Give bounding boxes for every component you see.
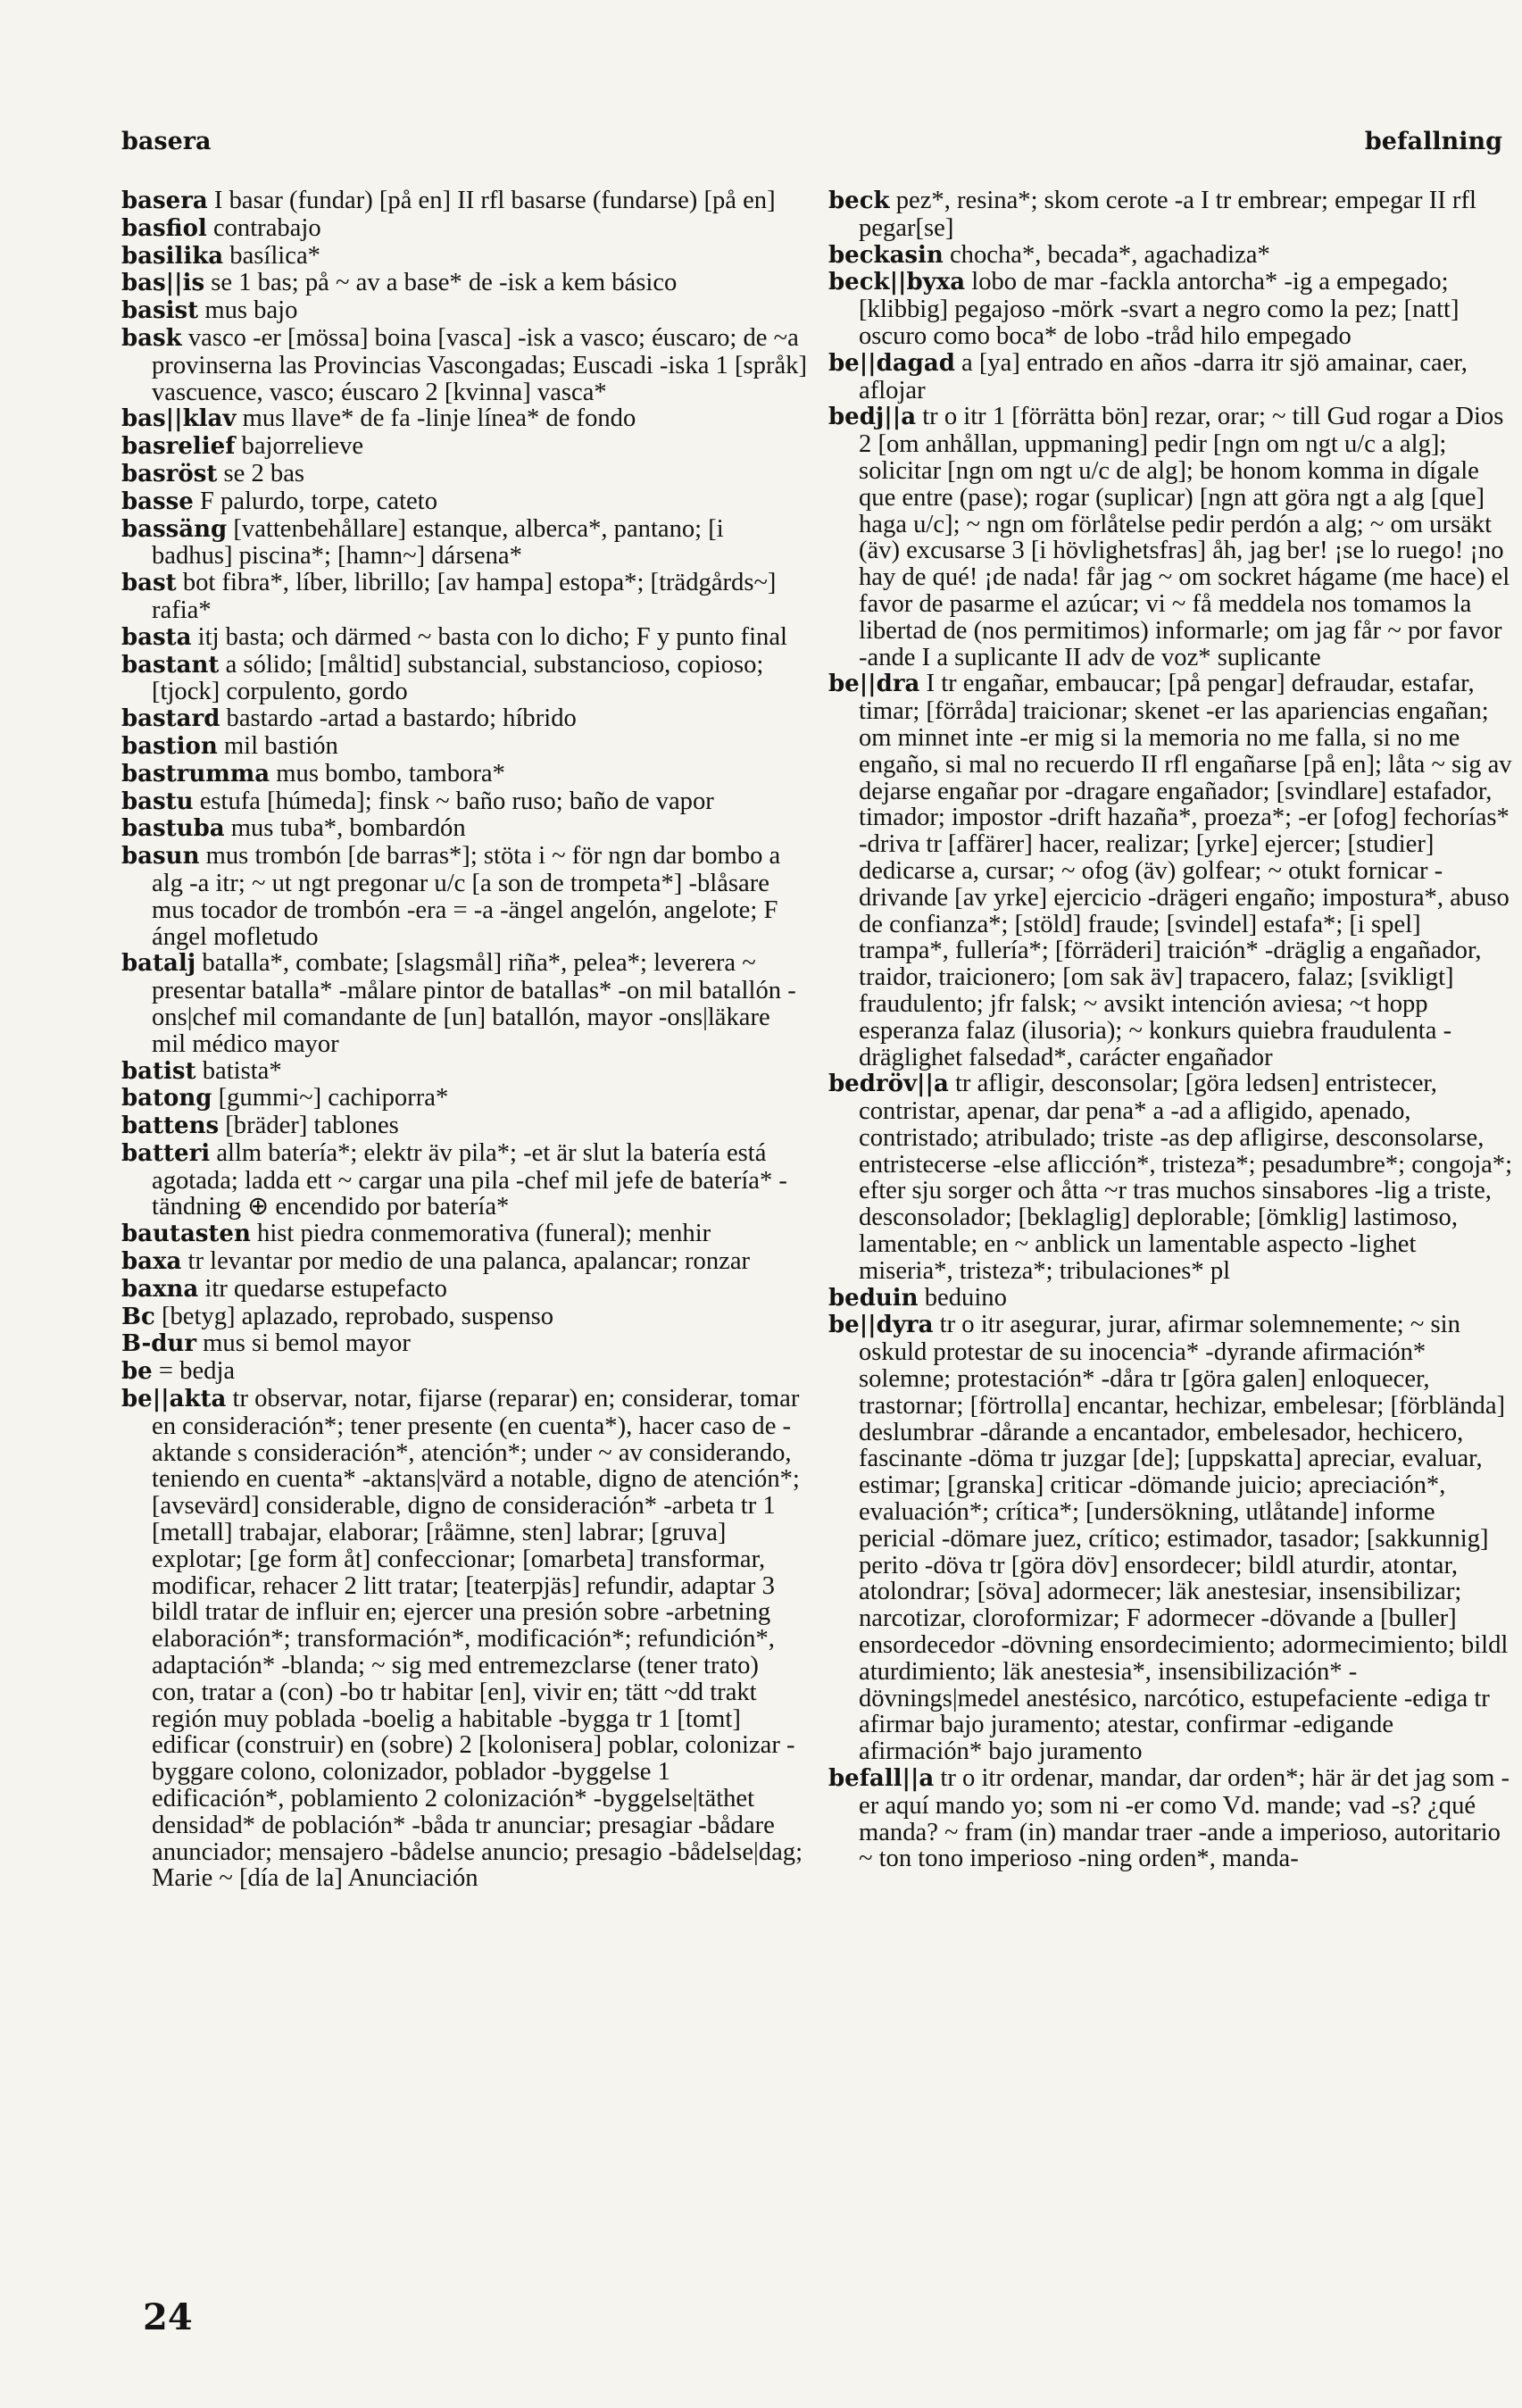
entry-definition: vasco -er [mössa] boina [vasca] -isk a vasco; éuscaro; de ~a provinserna las Provincias Vascongadas; Euscadi -iska 1 [språk] vascuence, vasco; éuscaro 2 [kvinna] vasca*: [152, 323, 807, 406]
entry-headword: batalj: [121, 950, 196, 978]
dictionary-entry: [121, 1085, 807, 1112]
entry-definition: [bräder] tablones: [219, 1112, 399, 1140]
entry-headword: Bc: [121, 1303, 155, 1330]
dictionary-entry: [121, 325, 807, 405]
entry-headword: be||dra: [828, 671, 920, 698]
entry-headword: basröst: [121, 460, 218, 487]
entry-headword: bast: [121, 570, 177, 597]
left-column: [121, 187, 807, 1892]
entry-definition: tr afligir, desconsolar; [göra ledsen] entristecer, contristar, apenar, dar pena* a -ad a afligido, apenado, contristado; atribulado; triste -as dep afligirse, desconsolarse, entristecerse -else aflicción*, tristeza*; pesadumbre*; congoja*; efter sju sorger och åtta ~r tras muchos sinsabores -lig a triste, desconsolador; [beklaglig] deplorable; [ömklig] lastimoso, lamentable; en ~ anblick un lamentable aspecto -lighet miseria*, tristeza*; tribulaciones* pl: [859, 1070, 1513, 1285]
entry-definition: a sólido; [måltid] substancial, substancioso, copioso; [tjock] corpulento, gordo: [152, 650, 764, 706]
entry-headword: bautasten: [121, 1221, 251, 1248]
entry-headword: be||dyra: [828, 1312, 934, 1339]
entry-headword: basrelief: [121, 433, 236, 461]
dictionary-entry: [121, 516, 807, 571]
dictionary-entry: [121, 1358, 807, 1386]
dictionary-entry: [121, 433, 807, 461]
dictionary-entry: [828, 1285, 1514, 1312]
entry-headword: bastion: [121, 732, 218, 760]
dictionary-entry: [121, 733, 807, 761]
entry-headword: basfiol: [121, 214, 207, 242]
entry-headword: beduin: [828, 1284, 919, 1312]
dictionary-entry: [828, 671, 1514, 1071]
dictionary-entry: [121, 705, 807, 733]
entry-headword: bastu: [121, 787, 194, 815]
dictionary-entry: [828, 269, 1514, 349]
entry-definition: itr quedarse estupefacto: [198, 1274, 447, 1303]
entry-definition: hist piedra conmemorativa (funeral); menhir: [250, 1220, 711, 1248]
entry-headword: beckasin: [828, 241, 944, 269]
dictionary-entry: [121, 950, 807, 1057]
entry-headword: batteri: [121, 1139, 211, 1167]
entry-definition: I tr engañar, embaucar; [på pengar] defraudar, estafar, timar; [förråda] traicionar; skenet -er las apariencias engañan; om minnet inte -er mig si la memoria no me falla, si no me engaño, si mal no recuerdo II rfl engañarse [på en]; låta ~ sig av dejarse engañar por -dragare engañador; [svindlare] estafador, timador; impostor -drift hazaña*, proeza*; -er [ofog] fechorías* -driva tr [affärer] hacer, realizar; [yrke] ejercer; [studier] dedicarse a, cursar; ~ ofog (äv) golfear; ~ otukt fornicar -drivande [av yrke] ejercicio -drägeri engaño; impostura*, abuso de confianza*; [stöld] fraude; [svindel] estafa*; [i spel] trampa*, fullería*; [förräderi] traición* -dräglig a engañador, traidor, traicionero; [om sak äv] trapacero, falaz; [svikligt] fraudulento; jfr falsk; ~ avsikt intención aviesa; ~t hopp esperanza falaz (ilusoria); ~ konkurs quiebra fraudulenta -dräglighet falsedad*, carácter engañador: [859, 670, 1512, 1071]
dictionary-entry: [121, 270, 807, 297]
entry-headword: bastuba: [121, 815, 225, 843]
dictionary-entry: [121, 652, 807, 706]
entry-definition: tr o itr 1 [förrätta bön] rezar, orar; ~ till Gud rogar a Dios 2 [om anhållan, uppmaning] pedir [ngn om ngt u/c a alg]; solicitar [ngn om ngt u/c de alg]; be honom komma in dígale que entre (pase); rogar (suplicar) [ngn att göra ngt a alg [que] haga u/c]; ~ ngn om förlåtelse pedir perdón a alg; ~ om ursäkt (äv) excusarse 3 [i hövlighetsfras] åh, jag ber! ¡se lo ruego! ¡no hay de qué! ¡de nada! får jag ~ om sockret hágame (me hace) el favor de pasarme el azúcar; vi ~ få meddela nos tomamos la libertad de (nos permitimos) informarle; om jag får ~ por favor -ande I a suplicante II adv de voz* suplicante: [859, 403, 1510, 671]
entry-definition: lobo de mar -fackla antorcha* -ig a empegado; [klibbig] pegajoso -mörk -svart a negro como la pez; [natt] oscuro como boca* de lobo -tråd hilo empegado: [859, 268, 1460, 350]
entry-definition: mus bajo: [198, 296, 298, 325]
entry-definition: a [ya] entrado en años -darra itr sjö amainar, caer, aflojar: [859, 348, 1468, 404]
entry-definition: mus bombo, tambora*: [270, 759, 505, 787]
running-head-right: befallning: [1364, 128, 1502, 155]
entry-definition: tr o itr ordenar, mandar, dar orden*; här är det jag som -er aquí mando yo; som ni -er como Vd. mande; vad -s? ¿qué manda? ~ fram (in) mandar traer -ande a imperioso, autoritario ~ ton tono imperioso -ning orden*, manda-: [859, 1764, 1510, 1873]
entry-definition: batalla*, combate; [slagsmål] riña*, pelea*; leverera ~ presentar batalla* -målare pintor de batallas* -on mil batallón -ons|chef mil comandante de [un] batallón, mayor -ons|läkare mil médico mayor: [152, 949, 796, 1058]
entry-headword: basun: [121, 843, 200, 871]
dictionary-entry: [828, 350, 1514, 404]
entry-headword: batong: [121, 1085, 212, 1112]
entry-definition: pez*, resina*; skom cerote -a I tr embrear; empegar II rfl pegar[se]: [859, 187, 1476, 242]
entry-definition: mus trombón [de barras*]; stöta i ~ för ngn dar bombo a alg -a itr; ~ ut ngt pregonar u/c [a son de trompeta*] -blåsare mus tocador de trombón -era = -a -ängel angelón, angelote; F ángel mofletudo: [152, 842, 781, 951]
dictionary-entry: [828, 404, 1514, 671]
entry-definition: se 2 bas: [217, 459, 305, 487]
running-head-left: basera: [121, 128, 212, 155]
entry-headword: be||akta: [121, 1386, 227, 1413]
entry-headword: basse: [121, 487, 194, 515]
dictionary-entry: [828, 1765, 1514, 1872]
entry-definition: allm batería*; elektr äv pila*; -et är slut la batería está agotada; ladda ett ~ cargar una pila -chef mil jefe de batería* -tändning ⊕ encendido por batería*: [152, 1138, 787, 1221]
dictionary-entry: [121, 187, 807, 215]
entry-definition: itj basta; och därmed ~ basta con lo dicho; F y punto final: [191, 622, 787, 651]
dictionary-entry: [121, 1304, 807, 1331]
dictionary-entry: [121, 788, 807, 816]
entry-headword: beck: [828, 187, 890, 214]
entry-definition: mil bastión: [217, 731, 338, 760]
entry-definition: F palurdo, torpe, cateto: [193, 487, 437, 515]
entry-definition: batista*: [195, 1056, 282, 1085]
dictionary-entry: [121, 1112, 807, 1140]
entry-definition: bot fibra*, líber, librillo; [av hampa] estopa*; [trädgårds~] rafia*: [152, 569, 777, 624]
entry-headword: befall||a: [828, 1765, 935, 1793]
entry-definition: = bedja: [152, 1357, 236, 1386]
page-number: 24: [143, 2296, 193, 2338]
entry-definition: tr levantar por medio de una palanca, apalancar; ronzar: [181, 1247, 751, 1276]
entry-definition: chocha*, becada*, agachadiza*: [943, 240, 1270, 269]
entry-definition: estufa [húmeda]; finsk ~ baño ruso; baño de vapor: [193, 787, 714, 815]
dictionary-entry: [121, 461, 807, 488]
dictionary-entry: [121, 488, 807, 516]
dictionary-entry: [121, 1386, 807, 1892]
entry-definition: tr observar, notar, fijarse (reparar) en; considerar, tomar en consideración*; tener presente (en cuenta*), hacer caso de -aktande s consideración*, atención*; under ~ av considerando, teniendo en cuenta* -aktans|värd a notable, digno de atención*; [avsevärd] considerable, digno de consideración* -arbeta tr 1 [metall] trabajar, elaborar; [råämne, sten] labrar; [gruva] explotar; [ge form åt] confeccionar; [omarbeta] transformar, modificar, rehacer 2 litt tratar; [teaterpjäs] refundir, adaptar 3 bildl tratar de influir en; ejercer una presión sobre -arbetning elaboración*; transformación*, modificación*; refundición*, adaptación* -blanda; ~ sig med entremezclarse (tener trato) con, tratar a (con) -bo tr habitar [en], vivir en; tätt ~dd trakt región muy poblada -boelig a habitable -bygga tr 1 [tomt] edificar (construir) en (sobre) 2 [kolonisera] poblar, colonizar -byggare colono, colonizador, poblador -byggelse 1 edificación*, poblamiento 2 colonización* -byggelse|täthet densidad* de población* -båda tr anunciar; presagiar -bådare anunciador; mensajero -bådelse anuncio; presagio -bådelse|dag; Marie ~ [día de la] Anunciación: [152, 1385, 803, 1893]
entry-headword: basilika: [121, 242, 224, 270]
entry-headword: baxa: [121, 1248, 182, 1276]
dictionary-entry: [121, 1248, 807, 1276]
entry-definition: I basar (fundar) [på en] II rfl basarse (fundarse) [på en]: [207, 187, 776, 214]
dictionary-entry: [828, 242, 1514, 270]
entry-definition: mus tuba*, bombardón: [224, 814, 466, 843]
entry-headword: be||dagad: [828, 349, 955, 377]
entry-headword: bas||klav: [121, 405, 237, 433]
dictionary-entry: [121, 624, 807, 652]
entry-headword: bas||is: [121, 270, 205, 297]
entry-headword: bassäng: [121, 515, 228, 543]
dictionary-entry: [121, 243, 807, 271]
entry-definition: mus llave* de fa -linje línea* de fondo: [236, 404, 636, 433]
dictionary-entry: [121, 815, 807, 843]
dictionary-entry: [121, 570, 807, 624]
entry-headword: bask: [121, 324, 182, 352]
entry-headword: B-dur: [121, 1330, 197, 1358]
entry-headword: bastard: [121, 705, 220, 733]
dictionary-entry: [828, 1312, 1514, 1765]
entry-definition: [gummi~] cachiporra*: [212, 1084, 449, 1112]
entry-headword: beck||byxa: [828, 269, 966, 296]
dictionary-entry: [121, 215, 807, 243]
entry-definition: [vattenbehållare] estanque, alberca*, pantano; [i badhus] piscina*; [hamn~] dársena*: [152, 514, 724, 571]
dictionary-entry: [121, 761, 807, 788]
dictionary-entry: [121, 1058, 807, 1086]
entry-headword: baxna: [121, 1275, 199, 1303]
entry-definition: bastardo -artad a bastardo; híbrido: [220, 704, 577, 733]
dictionary-entry: [121, 1330, 807, 1358]
entry-headword: basera: [121, 187, 208, 214]
dictionary-entry: [121, 297, 807, 325]
entry-definition: contrabajo: [206, 213, 321, 242]
entry-definition: bajorrelieve: [235, 432, 364, 461]
entry-headword: battens: [121, 1112, 220, 1140]
dictionary-entry: [121, 1140, 807, 1221]
entry-headword: be: [121, 1358, 153, 1386]
dictionary-entry: [121, 1221, 807, 1248]
right-column: [828, 187, 1514, 1872]
entry-definition: se 1 bas; på ~ av a base* de -isk a kem básico: [204, 269, 678, 297]
entry-definition: basílica*: [223, 241, 320, 270]
entry-definition: tr o itr asegurar, jurar, afirmar solemnemente; ~ sin oskuld protestar de su inocencia* -dyrande afirmación* solemne; protestación* -dåra tr [göra galen] enloquecer, trastornar; [förtrolla] encantar, hechizar, embelesar; [förblända] deslumbrar -dårande a encantador, embelesador, hechicero, fascinante -döma tr juzgar [de]; [uppskatta] apreciar, evaluar, estimar; [granska] criticar -dömande juicio; apreciación*, evaluación*; crítica*; [undersökning, utlåtande] informe pericial -dömare juez, crítico; estimador, tasador; [sakkunnig] perito -döva tr [göra döv] ensordecer; bildl aturdir, atontar, atolondrar; [söva] adormecer; läk anestesiar, insensibilizar; narcotizar, cloroformizar; F adormecer -dövande a [buller] ensordecedor -dövning ensordecimiento; adormecimiento; bildl aturdimiento; läk anestesia*, insensibilización* -dövnings|medel anestésico, narcótico, estupefaciente -ediga tr afirmar bajo juramento; atestar, confirmar -edigande afirmación* bajo juramento: [859, 1311, 1509, 1766]
entry-headword: basta: [121, 623, 192, 651]
dictionary-entry: [121, 843, 807, 950]
entry-definition: beduino: [918, 1283, 1007, 1312]
entry-headword: batist: [121, 1057, 196, 1085]
dictionary-entry: [121, 1276, 807, 1304]
entry-headword: bastrumma: [121, 760, 270, 787]
dictionary-entry: [828, 187, 1514, 242]
entry-headword: bastant: [121, 651, 220, 679]
entry-definition: mus si bemol mayor: [196, 1329, 411, 1358]
entry-headword: bedj||a: [828, 404, 917, 431]
entry-headword: bedröv||a: [828, 1071, 949, 1098]
entry-headword: basist: [121, 297, 199, 325]
entry-definition: [betyg] aplazado, reprobado, suspenso: [154, 1302, 554, 1330]
dictionary-entry: [121, 405, 807, 433]
dictionary-entry: [828, 1071, 1514, 1284]
